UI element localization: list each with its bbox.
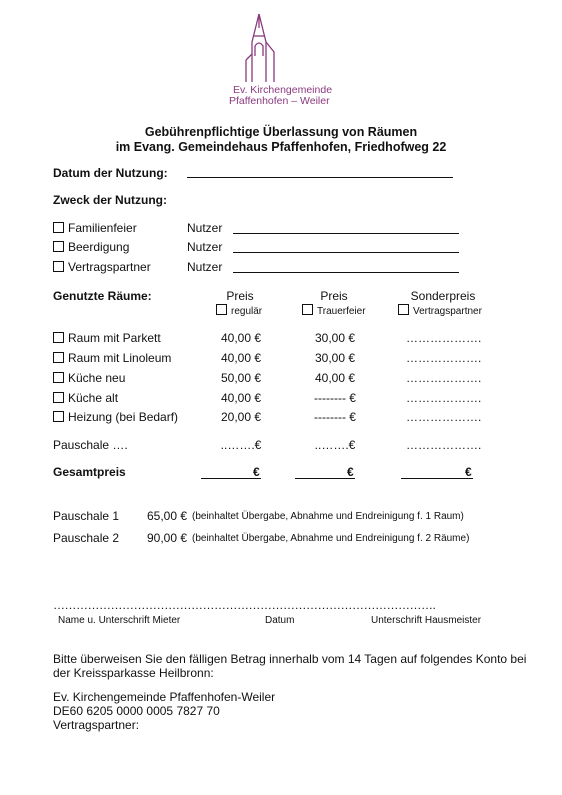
title-line2: im Evang. Gemeindehaus Pfaffenhofen, Friedhofweg 22: [115, 140, 447, 154]
checkbox-icon[interactable]: [53, 241, 64, 252]
pauschale1-label: Pauschale 1: [53, 509, 120, 523]
title-line1: Gebührenpflichtige Überlassung von Räumen: [144, 125, 418, 139]
col-sub-regulaer[interactable]: regulär: [216, 304, 262, 317]
nutzer-label: Nutzer: [187, 221, 223, 235]
gesamtpreis-label: Gesamtpreis: [53, 465, 126, 479]
pauschale2-label: Pauschale 2: [53, 531, 120, 545]
price-sonder[interactable]: ……………….: [406, 391, 482, 405]
zweck-item-beerdigung[interactable]: Beerdigung: [53, 240, 129, 254]
raeume-label: Genutzte Räume:: [53, 289, 152, 303]
gesamt-trauer-field[interactable]: [295, 478, 355, 479]
pauschale-trauer[interactable]: ..…….€: [314, 438, 356, 452]
checkbox-icon[interactable]: [302, 304, 313, 315]
pauschale-row-label: Pauschale ….: [53, 438, 128, 452]
checkbox-icon[interactable]: [53, 261, 64, 272]
pauschale-sonder[interactable]: ……………….: [406, 438, 482, 452]
logo-line2: Pfaffenhofen – Weiler: [229, 95, 330, 107]
datum-field[interactable]: [187, 177, 453, 178]
checkbox-icon[interactable]: [53, 392, 64, 403]
price-trauer: 30,00 €: [314, 331, 356, 345]
payment-line1: Bitte überweisen Sie den fälligen Betrag innerhalb vom 14 Tagen auf folgendes Konto bei: [53, 652, 527, 666]
price-regular: 20,00 €: [220, 410, 262, 424]
signature-line[interactable]: ……………………………………………………………………………………….: [53, 598, 436, 612]
nutzer-field[interactable]: [233, 233, 459, 234]
signature-datum-label: Datum: [265, 615, 295, 626]
price-trauer: 40,00 €: [314, 371, 356, 385]
checkbox-icon[interactable]: [53, 372, 64, 383]
account-iban: DE60 6205 0000 0005 7827 70: [53, 704, 220, 718]
account-partner: Vertragspartner:: [53, 718, 140, 732]
col-head-trauerfeier: Preis: [320, 289, 348, 303]
room-kueche-alt[interactable]: Küche alt: [53, 391, 118, 405]
gesamt-regular-euro: €: [253, 465, 260, 479]
price-trauer: 30,00 €: [314, 351, 356, 365]
signature-hausmeister-label: Unterschrift Hausmeister: [371, 615, 482, 626]
church-logo: [242, 12, 282, 84]
nutzer-field[interactable]: [233, 252, 459, 253]
zweck-item-vertragspartner[interactable]: Vertragspartner: [53, 260, 151, 274]
gesamt-sonder-euro: €: [465, 465, 472, 479]
account-name: Ev. Kirchengemeinde Pfaffenhofen-Weiler: [53, 690, 276, 704]
nutzer-field[interactable]: [233, 272, 459, 273]
nutzer-label: Nutzer: [187, 260, 223, 274]
gesamt-regular-field[interactable]: [201, 478, 261, 479]
price-sonder[interactable]: ……………….: [406, 371, 482, 385]
pauschale-regular[interactable]: ..…….€: [220, 438, 262, 452]
price-regular: 40,00 €: [220, 331, 262, 345]
price-regular: 40,00 €: [220, 391, 262, 405]
pauschale1-price: 65,00 €: [147, 509, 188, 523]
checkbox-icon[interactable]: [53, 222, 64, 233]
nutzer-label: Nutzer: [187, 240, 223, 254]
room-heizung[interactable]: Heizung (bei Bedarf): [53, 410, 178, 424]
col-head-sonderpreis: Sonderpreis: [410, 289, 476, 303]
zweck-item-familienfeier[interactable]: Familienfeier: [53, 221, 137, 235]
price-regular: 50,00 €: [220, 371, 262, 385]
col-sub-trauerfeier[interactable]: Trauerfeier: [302, 304, 366, 317]
pauschale2-price: 90,00 €: [147, 531, 188, 545]
col-head-regulaer: Preis: [226, 289, 254, 303]
signature-mieter-label: Name u. Unterschrift Mieter: [58, 615, 181, 626]
col-sub-vertragspartner[interactable]: Vertragspartner: [398, 304, 482, 317]
room-linoleum[interactable]: Raum mit Linoleum: [53, 351, 171, 365]
pauschale1-note: (beinhaltet Übergabe, Abnahme und Endreinigung f. 1 Raum): [192, 511, 464, 522]
room-kueche-neu[interactable]: Küche neu: [53, 371, 125, 385]
price-sonder[interactable]: ……………….: [406, 331, 482, 345]
logo-line1: Ev. Kirchengemeinde: [233, 84, 333, 96]
checkbox-icon[interactable]: [53, 411, 64, 422]
price-sonder[interactable]: ……………….: [406, 351, 482, 365]
checkbox-icon[interactable]: [216, 304, 227, 315]
price-sonder[interactable]: ……………….: [406, 410, 482, 424]
payment-line2: der Kreissparkasse Heilbronn:: [53, 666, 214, 680]
price-regular: 40,00 €: [220, 351, 262, 365]
checkbox-icon[interactable]: [53, 352, 64, 363]
checkbox-icon[interactable]: [398, 304, 409, 315]
zweck-label: Zweck der Nutzung:: [53, 193, 168, 207]
price-trauer: -------- €: [314, 410, 356, 424]
checkbox-icon[interactable]: [53, 332, 64, 343]
room-parkett[interactable]: Raum mit Parkett: [53, 331, 161, 345]
price-trauer: -------- €: [314, 391, 356, 405]
pauschale2-note: (beinhaltet Übergabe, Abnahme und Endreinigung f. 2 Räume): [192, 533, 470, 544]
gesamt-sonder-field[interactable]: [401, 478, 473, 479]
datum-label: Datum der Nutzung:: [53, 166, 168, 180]
gesamt-trauer-euro: €: [347, 465, 354, 479]
